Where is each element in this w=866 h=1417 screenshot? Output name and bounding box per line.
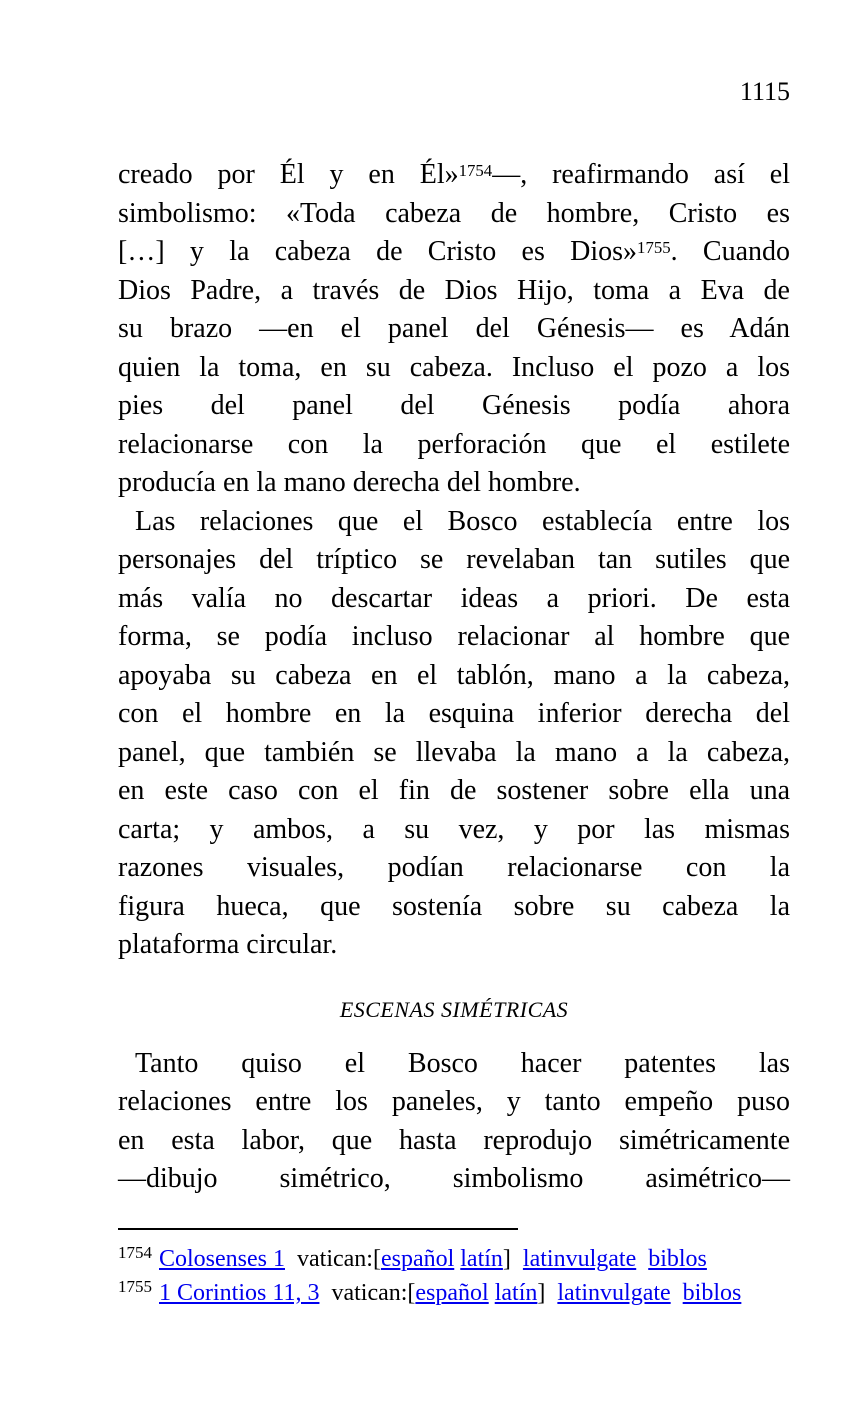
text-line [118,1083,790,1122]
text-line [118,1045,790,1084]
text-line [118,195,790,234]
footnote-item [118,1242,818,1276]
text-segment: ] [502,1246,523,1272]
text-segment: vatican:[ [319,1280,416,1306]
text-line [118,272,790,311]
text-line [118,426,790,465]
text-line [118,156,790,195]
footnote-number: 1755 [118,1277,152,1296]
text-line [118,849,790,888]
page-number: 1115 [739,77,790,106]
footnote-link[interactable]: español [415,1280,489,1306]
text-segment: ] [537,1280,558,1306]
text-line [118,734,790,773]
text-segment: su brazo —en el panel del Génesis— es Adán [118,313,790,344]
text-segment: […] y la cabeza de Cristo es Dios» [118,236,638,267]
text-line [118,464,790,503]
text-line [118,1160,790,1199]
text-segment: relaciones entre los paneles, y tanto empeño puso [118,1086,790,1117]
text-segment: creado por Él y en Él» [118,159,459,190]
text-segment: razones visuales, podían relacionarse con la [118,852,790,883]
text-segment: carta; y ambos, a su vez, y por las mismas [118,813,790,845]
footnote-item [118,1276,818,1310]
text-segment: Dios Padre, a través de Dios Hijo, toma a Eva de [118,274,790,306]
text-line [118,926,790,965]
text-line [118,580,790,619]
footnote-separator [118,1228,518,1230]
text-line [118,503,790,542]
text-segment: —dibujo simétrico, simbolismo asimétrico— [118,1163,790,1194]
text-line [118,387,790,426]
text-segment [671,1280,683,1306]
text-line [118,811,790,850]
text-segment: panel, que también se llevaba la mano a la cabeza, [118,736,790,768]
footnote-link[interactable]: español [380,1246,455,1272]
text-segment: quien la toma, en su cabeza. Incluso el pozo a los [118,351,790,383]
text-segment: en esta labor, que hasta reprodujo simétricamente [118,1124,790,1156]
text-segment: vatican:[ [285,1246,381,1272]
text-line [118,349,790,388]
text-segment: más valía no descartar ideas a priori. De esta [118,582,790,614]
text-segment: apoyaba su cabeza en el tablón, mano a la cabeza, [118,659,790,691]
text-segment: figura hueca, que sostenía sobre su cabeza la [118,890,790,922]
footnote-number: 1754 [118,1243,152,1262]
text-line [118,657,790,696]
footnote-link[interactable]: latinvulgate [522,1246,637,1272]
footnote-link[interactable]: latín [494,1280,538,1306]
footnotes [118,1228,818,1310]
text-segment: pies del panel del Génesis podía ahora [118,390,790,421]
footnote-ref[interactable]: 1755 [637,237,671,257]
text-segment: con el hombre en la esquina inferior derecha del [118,698,790,729]
text-segment: forma, se podía incluso relacionar al hombre que [118,621,790,652]
footnote-link[interactable]: Colosenses 1 [159,1246,285,1272]
footnote-link[interactable]: 1 Corintios 11, 3 [159,1280,320,1306]
text-segment: . Cuando [670,236,790,267]
text-line [118,541,790,580]
text-segment: producía en la mano derecha del hombre. [118,467,581,498]
text-segment: Tanto quiso el Bosco hacer patentes las [135,1047,790,1079]
text-line [118,233,790,272]
text-segment: plataforma circular. [118,929,338,960]
text-line [118,1122,790,1161]
text-segment: —, reafirmando así el [492,159,791,190]
text-segment: personajes del tríptico se revelaban tan sutiles que [118,544,790,575]
section-heading: ESCENAS SIMÉTRICAS [339,996,569,1022]
text-segment: en este caso con el fin de sostener sobre ella una [118,775,790,806]
text-segment: relacionarse con la perforación que el estilete [118,428,790,460]
text-line [118,618,790,657]
footnote-link[interactable]: latinvulgate [557,1280,671,1306]
footnote-link[interactable]: latín [460,1246,503,1272]
footnote-link[interactable]: biblos [648,1246,707,1272]
text-segment [636,1246,648,1272]
text-segment: simbolismo: «Toda cabeza de hombre, Cristo es [118,197,790,229]
footnote-ref[interactable]: 1754 [458,160,493,180]
body-text [118,156,790,1199]
text-line [118,695,790,734]
text-line [118,888,790,927]
footnote-link[interactable]: biblos [682,1280,742,1306]
text-segment: Las relaciones que el Bosco establecía entre los [135,505,790,537]
text-line [118,772,790,811]
text-line [118,310,790,349]
